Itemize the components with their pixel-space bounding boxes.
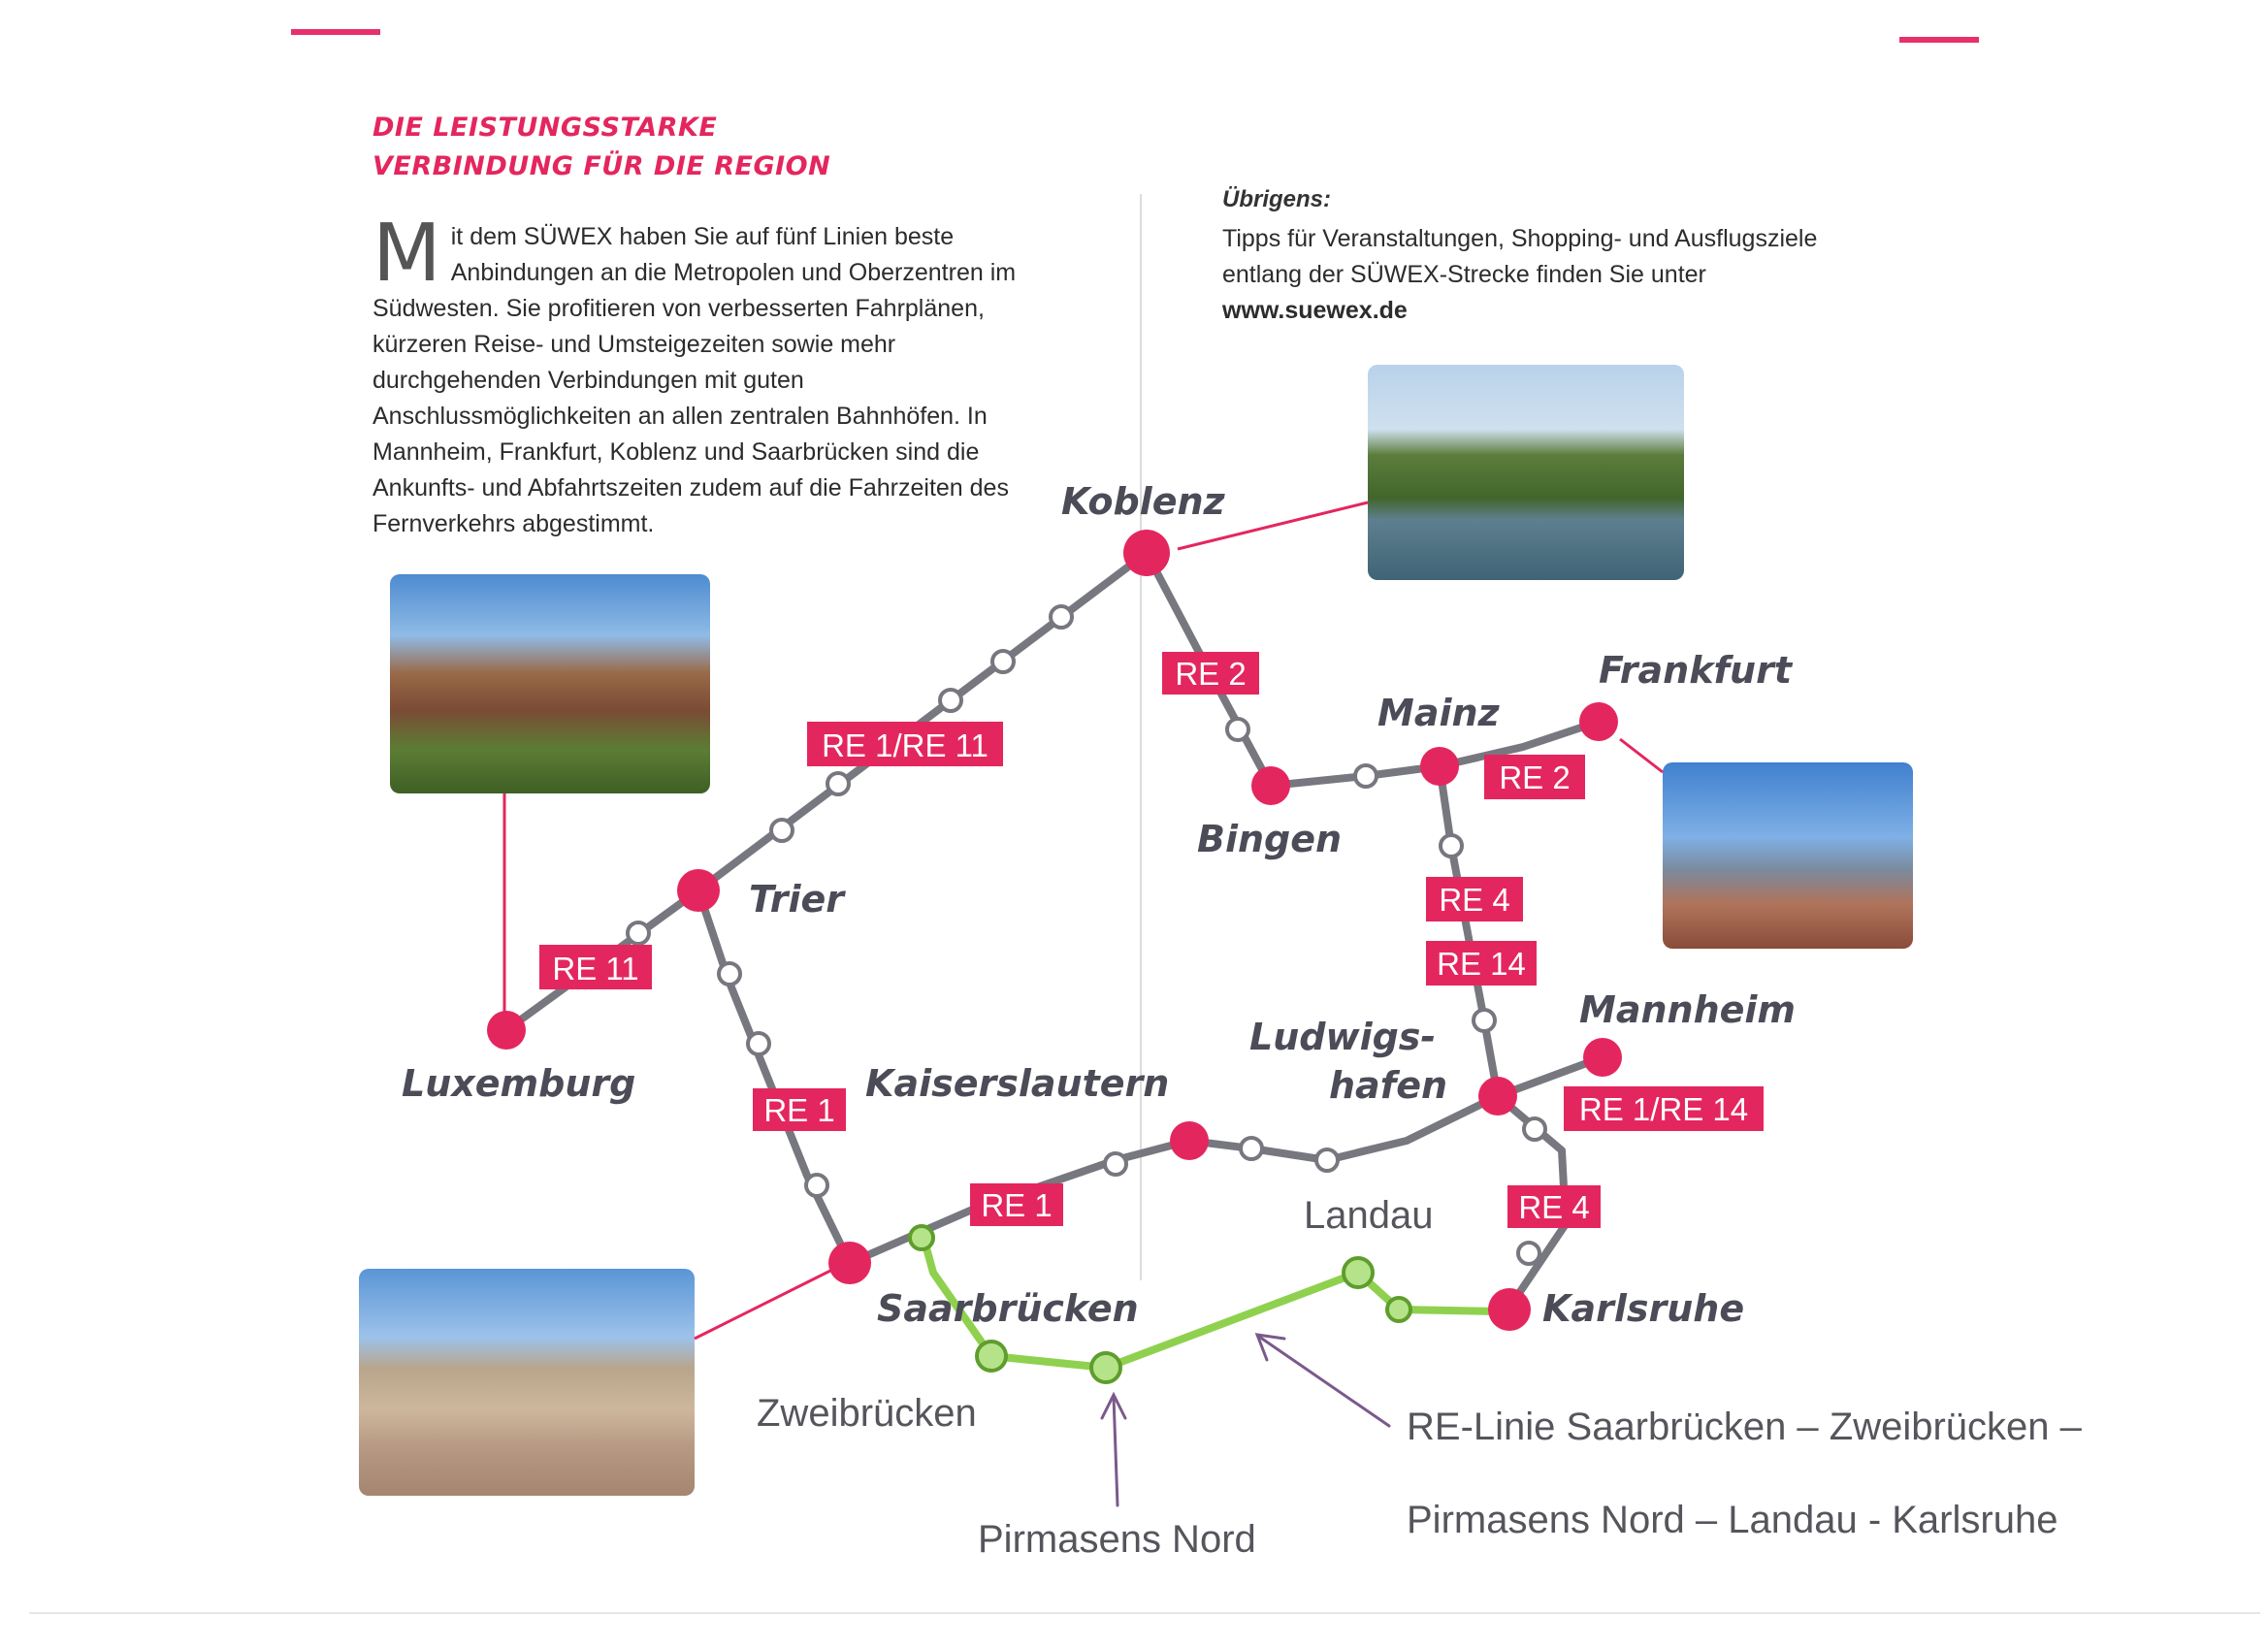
stop-circle-icon	[940, 690, 961, 711]
stop-circle-icon	[977, 1342, 1006, 1371]
stop-circle-icon	[1387, 1298, 1410, 1321]
handwritten-annotations	[757, 1194, 2083, 1561]
badge-re4-karlsruhe-label: RE 4	[1518, 1189, 1590, 1225]
station-dot-icon	[487, 1011, 526, 1050]
handwritten-arrow-icon	[1257, 1335, 1389, 1426]
badge-re1-kaiserslautern-label: RE 1	[981, 1187, 1053, 1223]
station-dot-icon	[828, 1242, 871, 1284]
hand-label-pirmasens: Pirmasens Nord	[978, 1518, 1256, 1561]
badge-re4-mainz-label: RE 4	[1439, 882, 1510, 918]
stop-circle-icon	[1474, 1010, 1495, 1031]
stop-circle-icon	[1105, 1153, 1126, 1175]
badge-re1-re11-label: RE 1/RE 11	[822, 728, 988, 763]
city-mainz: Mainz	[1377, 692, 1500, 734]
city-bingen: Bingen	[1197, 818, 1343, 860]
stop-circle-icon	[1316, 1149, 1338, 1171]
station-dot-icon	[1251, 766, 1290, 805]
badge-re2-frankfurt-label: RE 2	[1499, 760, 1571, 795]
stop-circle-icon	[628, 922, 649, 944]
station-dot-icon	[1478, 1077, 1517, 1116]
stop-circle-icon	[806, 1175, 827, 1196]
station-dot-icon	[1420, 747, 1459, 786]
stop-circle-icon	[771, 820, 793, 841]
stop-circle-icon	[1344, 1258, 1373, 1287]
stop-circle-icon	[748, 1033, 769, 1054]
city-koblenz: Koblenz	[1061, 480, 1225, 523]
hand-label-zweibruecken: Zweibrücken	[757, 1392, 977, 1435]
badge-re11-label: RE 11	[552, 951, 639, 986]
city-trier: Trier	[749, 878, 845, 921]
station-dot-icon	[1123, 530, 1170, 576]
hand-note-line-1: RE-Linie Saarbrücken – Zweibrücken –	[1407, 1406, 2082, 1448]
stop-circle-icon	[992, 651, 1014, 672]
drop-cap: M	[373, 208, 441, 300]
city-kaiserslautern: Kaiserslautern	[865, 1062, 1170, 1105]
connector-frankfurt-photo	[1620, 739, 1663, 772]
station-dot-icon	[1488, 1288, 1531, 1331]
tip-text: Tipps für Veranstaltungen, Shopping- und Ausflugsziele entlang der SÜWEX-Strecke finden Sie unter	[1222, 225, 1818, 288]
badge-re1-trier-label: RE 1	[763, 1092, 835, 1128]
stop-circle-icon	[1524, 1118, 1545, 1140]
city-mannheim: Mannheim	[1579, 988, 1797, 1031]
title-line-1: DIE LEISTUNGSSTARKE	[373, 113, 718, 143]
city-ludwigshafen-line2: hafen	[1329, 1064, 1448, 1107]
city-saarbruecken: Saarbrücken	[877, 1287, 1139, 1330]
stop-circle-icon	[827, 773, 849, 794]
badge-re14-label: RE 14	[1437, 946, 1526, 982]
city-luxemburg: Luxemburg	[402, 1062, 636, 1105]
stop-circle-icon	[1355, 765, 1377, 787]
city-karlsruhe: Karlsruhe	[1542, 1287, 1745, 1330]
stop-circle-icon	[1227, 719, 1248, 740]
route-mainz-ludwigshafen	[1440, 766, 1498, 1096]
tip-url-link[interactable]: www.suewex.de	[1222, 297, 1408, 324]
badge-re1-re14-label: RE 1/RE 14	[1578, 1091, 1749, 1127]
tip-title: Übrigens:	[1222, 186, 1332, 212]
handwritten-arrow-icon	[1102, 1395, 1125, 1505]
stop-circle-icon	[1441, 835, 1462, 857]
stop-circle-icon	[1051, 606, 1072, 628]
connector-saarbruecken-photo	[695, 1265, 842, 1339]
title-line-2: VERBINDUNG FÜR DIE REGION	[373, 151, 831, 181]
stop-circle-icon	[1091, 1353, 1120, 1382]
intro-text: it dem SÜWEX haben Sie auf fünf Linien beste Anbindungen an die Metropolen und Oberzentren im Südwesten. Sie profitieren von verbesserten Fahrplänen, kürzeren Reise- und Umsteigezeiten sowie mehr durchgehenden Verbindungen mit guten Anschlussmöglichkeiten an allen zentralen Bahnhöfen. In Mannheim, Frankfurt, Koblenz und Saarbrücken sind die Ankunfts- und Abfahrtszeiten zudem auf die Fahrzeiten des Fernverkehrs abgestimmt.	[373, 223, 1017, 537]
hand-note-line-2: Pirmasens Nord – Landau - Karlsruhe	[1407, 1499, 2058, 1541]
hand-label-landau: Landau	[1304, 1194, 1434, 1237]
station-dot-icon	[1583, 1038, 1622, 1077]
stop-circle-icon	[910, 1226, 933, 1249]
station-dot-icon	[1579, 702, 1618, 741]
city-frankfurt: Frankfurt	[1599, 649, 1792, 692]
badge-re2-koblenz-label: RE 2	[1175, 656, 1247, 692]
stop-circle-icon	[719, 963, 740, 985]
route-trier-saarbruecken	[698, 890, 850, 1263]
stop-circle-icon	[1518, 1243, 1539, 1264]
line-badges	[539, 652, 1764, 1228]
stop-circle-icon	[1241, 1138, 1262, 1159]
station-dot-icon	[1170, 1121, 1209, 1160]
station-dot-icon	[677, 869, 720, 912]
city-ludwigshafen-line1: Ludwigs-	[1249, 1016, 1437, 1058]
